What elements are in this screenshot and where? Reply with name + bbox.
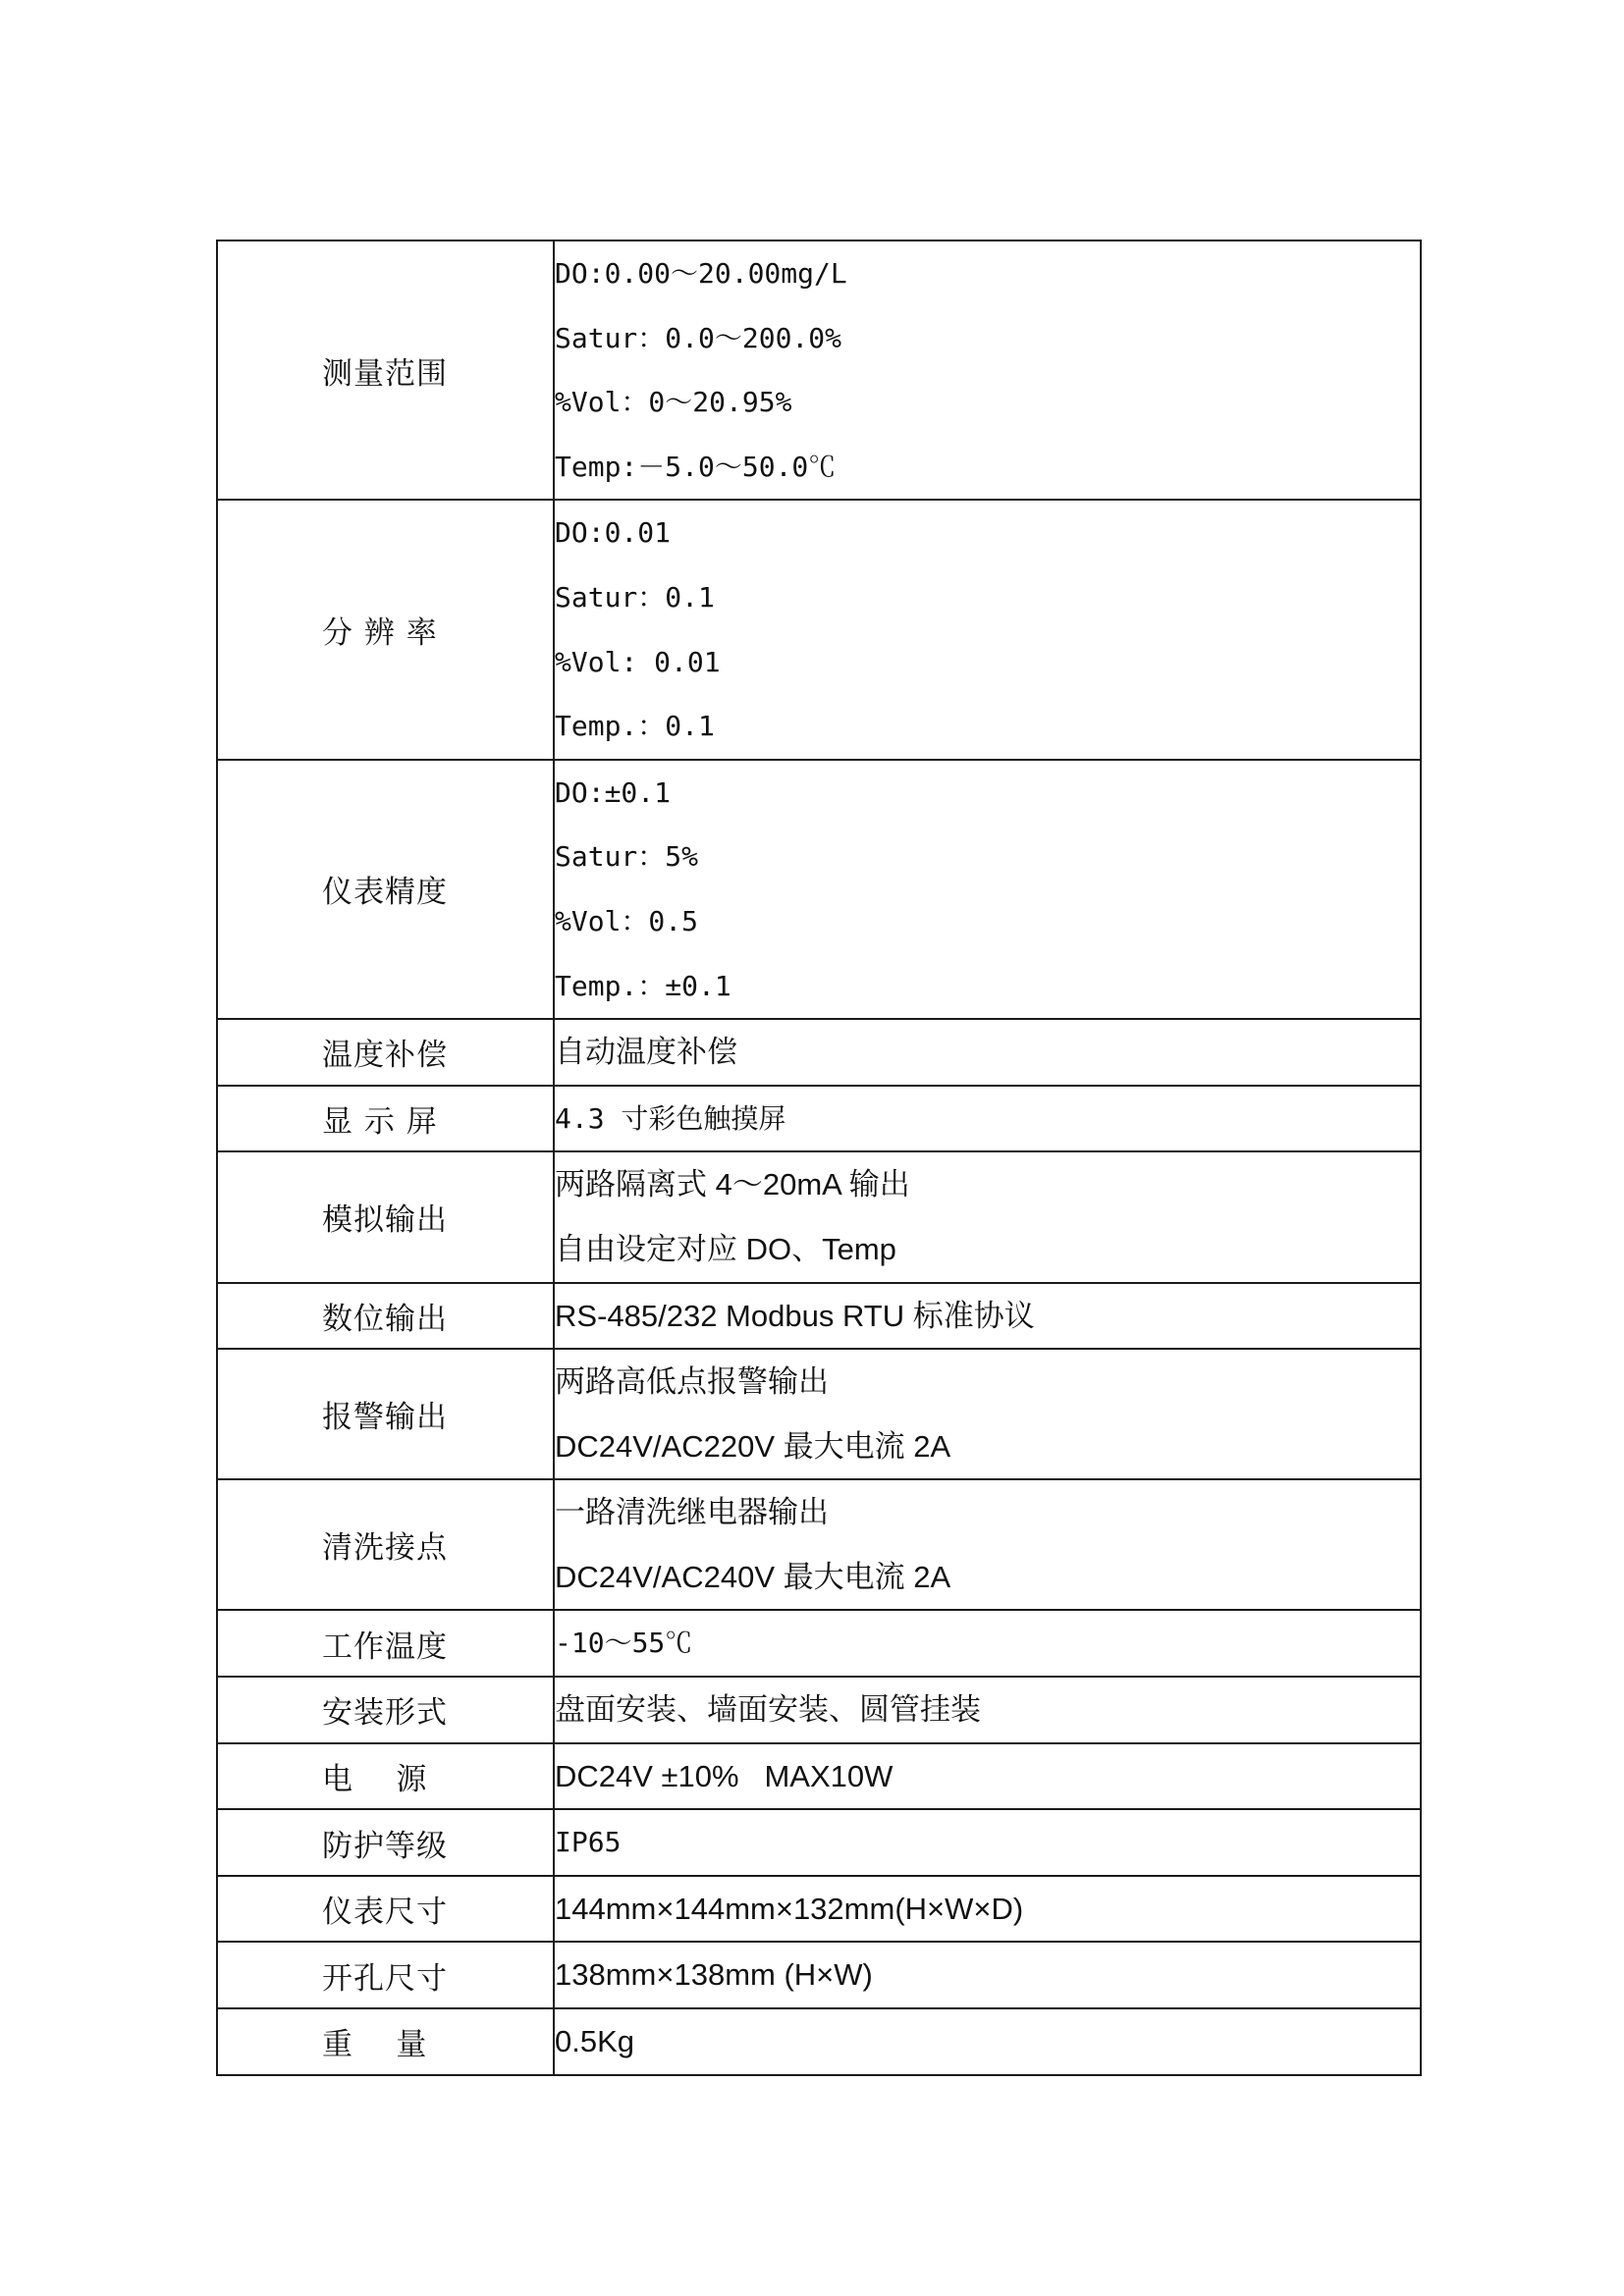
spec-value-line: DC24V/AC240V 最大电流 2A <box>555 1559 951 1594</box>
spec-value-line: DC24V/AC220V 最大电流 2A <box>555 1428 951 1464</box>
spec-row <box>217 760 1421 1019</box>
spec-value-cell <box>554 500 1421 759</box>
spec-label-cell <box>217 1677 554 1743</box>
spec-value-cell <box>554 1283 1421 1350</box>
spec-value-line: 一路清洗继电器输出 <box>555 1495 829 1530</box>
spec-row <box>217 2008 1421 2075</box>
spec-row <box>217 1876 1421 1943</box>
spec-label-cell <box>217 1151 554 1282</box>
spec-label: 开孔尺寸 <box>322 1960 448 1997</box>
spec-label-cell <box>217 240 554 500</box>
spec-label: 防护等级 <box>322 1828 448 1864</box>
spec-value-line: Temp.：0.1 <box>555 710 715 743</box>
spec-label: 电 源 <box>322 1761 428 1797</box>
spec-value-line: DC24V ±10% MAX10W <box>555 1758 893 1793</box>
spec-value-cell <box>554 2008 1421 2075</box>
spec-value-line: Satur：0.1 <box>555 580 715 614</box>
spec-value-line: Satur：5% <box>555 840 699 874</box>
spec-value-line: IP65 <box>555 1826 622 1859</box>
spec-value-line: %Vol：0～20.95% <box>555 386 792 419</box>
spec-value-cell <box>554 1677 1421 1743</box>
spec-value-cell <box>554 1942 1421 2008</box>
spec-value-cell <box>554 240 1421 500</box>
spec-row <box>217 1809 1421 1876</box>
spec-label: 仪表精度 <box>322 875 448 911</box>
spec-label: 测量范围 <box>322 355 448 392</box>
spec-value-cell <box>554 1809 1421 1876</box>
spec-label-cell <box>217 1876 554 1943</box>
spec-value-line: 两路高低点报警输出 <box>555 1364 829 1400</box>
spec-value-line: 盘面安装、墙面安装、圆管挂装 <box>555 1692 981 1728</box>
spec-value-line: 自由设定对应 DO、Temp <box>555 1231 896 1266</box>
spec-value-line: %Vol: 0.01 <box>555 645 721 678</box>
spec-label-cell <box>217 1743 554 1810</box>
spec-value-line: 144mm×144mm×132mm(H×W×D) <box>555 1891 1024 1926</box>
spec-value-line: RS-485/232 Modbus RTU 标准协议 <box>555 1298 1035 1333</box>
spec-value-line: Satur：0.0～200.0% <box>555 321 842 354</box>
spec-label: 分 辨 率 <box>322 615 438 652</box>
spec-label: 模拟输出 <box>322 1202 448 1239</box>
spec-label-cell <box>217 1610 554 1677</box>
spec-label: 报警输出 <box>322 1400 448 1436</box>
spec-value-line: 4.3 寸彩色触摸屏 <box>555 1101 786 1135</box>
spec-value-line: 自动温度补偿 <box>555 1035 737 1070</box>
spec-table-body <box>217 240 1421 2075</box>
spec-row <box>217 1743 1421 1810</box>
spec-label-cell <box>217 500 554 759</box>
spec-value-line: Temp:－5.0～50.0℃ <box>555 450 837 483</box>
spec-value-line: %Vol：0.5 <box>555 904 699 937</box>
spec-value-cell <box>554 1151 1421 1282</box>
spec-table <box>216 240 1422 2076</box>
spec-row <box>217 1283 1421 1350</box>
spec-value-cell <box>554 760 1421 1019</box>
spec-label: 显 示 屏 <box>322 1104 438 1141</box>
spec-row <box>217 1019 1421 1086</box>
spec-value-line: DO:±0.1 <box>555 775 672 809</box>
spec-row <box>217 1942 1421 2008</box>
spec-label-cell <box>217 1019 554 1086</box>
spec-label: 仪表尺寸 <box>322 1895 448 1931</box>
spec-row <box>217 1479 1421 1610</box>
spec-value-cell <box>554 1349 1421 1479</box>
spec-value-line: 138mm×138mm (H×W) <box>555 1957 873 1993</box>
spec-row <box>217 1610 1421 1677</box>
spec-value-line: 两路隔离式 4～20mA 输出 <box>555 1167 910 1202</box>
spec-label-cell <box>217 1479 554 1610</box>
spec-value-line: Temp.：±0.1 <box>555 969 731 1002</box>
spec-label: 数位输出 <box>322 1301 448 1337</box>
spec-value-line: DO:0.01 <box>555 516 672 550</box>
spec-label: 清洗接点 <box>322 1530 448 1567</box>
spec-value-cell <box>554 1019 1421 1086</box>
spec-value-cell <box>554 1479 1421 1610</box>
spec-row <box>217 1349 1421 1479</box>
spec-row <box>217 1677 1421 1743</box>
spec-label: 温度补偿 <box>322 1038 448 1074</box>
spec-label-cell <box>217 1809 554 1876</box>
spec-label: 工作温度 <box>322 1629 448 1665</box>
spec-row <box>217 1086 1421 1152</box>
spec-label: 重 量 <box>322 2027 428 2063</box>
spec-row <box>217 240 1421 500</box>
spec-value-cell <box>554 1610 1421 1677</box>
spec-label-cell <box>217 760 554 1019</box>
spec-label-cell <box>217 1086 554 1152</box>
spec-value-line: -10～55℃ <box>555 1627 693 1660</box>
spec-row <box>217 1151 1421 1282</box>
spec-label-cell <box>217 1349 554 1479</box>
spec-label-cell <box>217 1283 554 1350</box>
spec-value-cell <box>554 1876 1421 1943</box>
spec-value-cell <box>554 1743 1421 1810</box>
spec-label-cell <box>217 1942 554 2008</box>
spec-value-cell <box>554 1086 1421 1152</box>
spec-row <box>217 500 1421 759</box>
spec-label: 安装形式 <box>322 1695 448 1732</box>
spec-label-cell <box>217 2008 554 2075</box>
spec-value-line: DO:0.00～20.00mg/L <box>555 257 847 290</box>
spec-value-line: 0.5Kg <box>555 2024 635 2059</box>
